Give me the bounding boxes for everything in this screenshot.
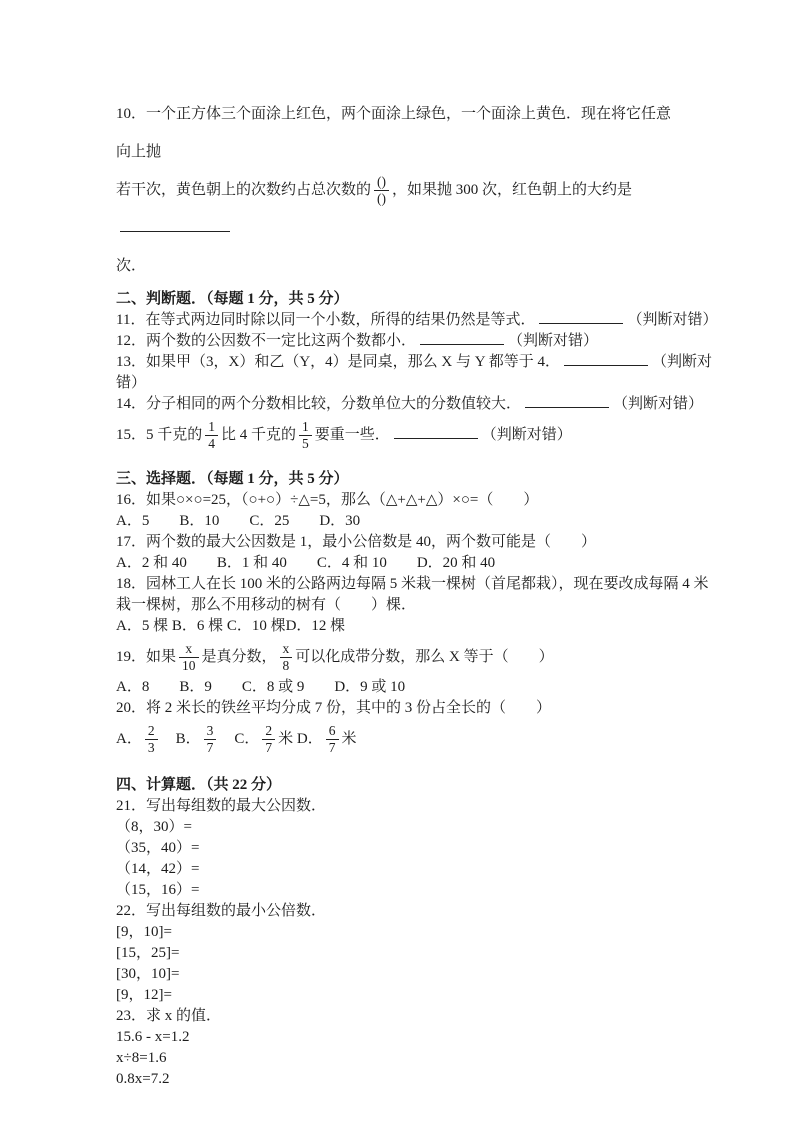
question-21-item [116, 859, 680, 880]
lcm-pair-1: [9，10]= [116, 924, 172, 940]
question-17-options [116, 553, 680, 574]
question-10-text-3: 次． [116, 258, 147, 274]
section-judgement-header: 二、判断题．（每题 1 分，共 5 分） [116, 291, 349, 307]
question-17-options-text: A．2 和 40 B．1 和 40 C．4 和 10 D．20 和 40 [116, 555, 496, 571]
question-19-options [116, 677, 680, 698]
question-20-option-d-unit: 米 [341, 731, 357, 747]
question-11-line [116, 310, 718, 331]
question-19-text-c: 可以化成带分数，那么 X 等于（ ） [295, 649, 554, 665]
section-judgement [116, 289, 718, 455]
question-14-answer-blank [525, 394, 609, 408]
question-18-text-1: 18．园林工人在长 100 米的公路两边每隔 5 米栽一棵树（首尾都栽），现在要改成每隔 4 米 [116, 576, 709, 592]
lcm-pair-3: [30，10]= [116, 966, 180, 982]
question-18-line-1 [116, 574, 709, 595]
question-10-line-1 [116, 95, 680, 171]
question-15-text-b: 比 4 千克的 [221, 427, 297, 443]
question-11-answer-blank [539, 310, 623, 324]
section-choice-header: 三、选择题．（每题 1 分，共 5 分） [116, 471, 349, 487]
question-12-line [116, 331, 680, 352]
question-17-line [116, 532, 680, 553]
question-18-line-2 [116, 595, 680, 616]
question-20-option-d-label: D． [296, 731, 323, 747]
question-21-item [116, 838, 680, 859]
question-23-equation [116, 1027, 680, 1048]
question-21-item [116, 880, 680, 901]
question-22-line [116, 901, 680, 922]
question-13-text: 13．如果甲（3，X）和乙（Y，4）是同桌，那么 X 与 Y 都等于 4． [116, 354, 561, 370]
question-22-item [116, 985, 680, 1006]
question-23-text: 23．求 x 的值． [116, 1008, 222, 1024]
question-13-line-2 [116, 373, 680, 394]
question-21-text: 21．写出每组数的最大公因数． [116, 798, 327, 814]
question-23-equation [116, 1048, 680, 1069]
exam-content [116, 95, 718, 1090]
question-22-text: 22．写出每组数的最小公倍数． [116, 903, 327, 919]
question-18-options-text: A．5 棵 B．6 棵 C．10 棵D．12 棵 [116, 618, 346, 634]
question-20-option-c-unit: 米 [278, 731, 294, 747]
fraction-three-sevenths: $\frac{3}{7}$ [204, 723, 217, 756]
question-21-line [116, 796, 680, 817]
question-11-text: 11．在等式两边同时除以同一个小数，所得的结果仍然是等式． [116, 312, 536, 328]
option-gap [161, 731, 176, 747]
question-22-item [116, 964, 680, 985]
question-19-line [116, 637, 680, 677]
question-23-equation [116, 1069, 680, 1090]
question-20-options [116, 719, 680, 759]
question-19-text-b: 是真分数， [201, 649, 277, 665]
section-choice [116, 469, 709, 759]
question-10-text-2b: ，如果抛 300 次，红色朝上的大约是 [392, 182, 633, 198]
question-14-judge-label: （判断对错） [613, 396, 704, 412]
question-16-options [116, 511, 680, 532]
gcd-pair-4: （15，16）= [116, 882, 200, 898]
question-20-option-b-label: B． [175, 731, 201, 747]
question-22-item [116, 922, 680, 943]
question-16-line [116, 490, 680, 511]
section-calculation [116, 775, 680, 1090]
question-20-text: 20．将 2 米长的铁丝平均分成 7 份，其中的 3 份占全长的（ ） [116, 700, 552, 716]
question-20-line [116, 698, 680, 719]
fraction-six-sevenths: $\frac{6}{7}$ [326, 723, 339, 756]
fraction-x-over-8: $\frac{x}{8}$ [280, 641, 293, 674]
fraction-x-over-10: $\frac{x}{10}$ [179, 641, 199, 674]
equation-2: x÷8=1.6 [116, 1050, 167, 1066]
question-12-judge-label: （判断对错） [508, 333, 599, 349]
question-20-option-a-label: A． [116, 731, 142, 747]
question-15-text-a: 15．5 千克的 [116, 427, 203, 443]
question-10-text-1: 10．一个正方体三个面涂上红色，两个面涂上绿色，一个面涂上黄色．现在将它任意向上抛 [116, 106, 672, 160]
question-15-answer-blank [394, 425, 478, 439]
question-10-line-2 [116, 171, 680, 247]
question-14-text: 14．分子相同的两个分数相比较，分数单位大的分数值较大． [116, 396, 522, 412]
gcd-pair-2: （35，40）= [116, 840, 200, 856]
lcm-pair-2: [15，25]= [116, 945, 180, 961]
fraction-one-fifth: $\frac{1}{5}$ [299, 419, 312, 452]
question-18-options [116, 616, 680, 637]
question-21-item [116, 817, 680, 838]
fraction-two-thirds: $\frac{2}{3}$ [145, 723, 158, 756]
question-13-line-1 [116, 352, 713, 373]
question-12-answer-blank [420, 331, 504, 345]
question-22-item [116, 943, 680, 964]
gcd-pair-3: （14，42）= [116, 861, 200, 877]
question-10-answer-blank [120, 218, 230, 232]
question-11-judge-label: （判断对错） [627, 312, 718, 328]
lcm-pair-4: [9，12]= [116, 987, 172, 1003]
question-15-line [116, 415, 680, 455]
question-10-text-2a: 若干次，黄色朝上的次数约占总次数的 [116, 182, 372, 198]
question-14-line [116, 394, 704, 415]
fraction-blank-parens: $\frac{()}{()}$ [374, 174, 389, 207]
question-17-text: 17．两个数的最大公因数是 1，最小公倍数是 40，两个数可能是（ ） [116, 534, 597, 550]
section-calculation-header: 四、计算题．（共 22 分） [116, 777, 282, 793]
gcd-pair-1: （8，30）= [116, 819, 192, 835]
equation-1: 15.6 - x=1.2 [116, 1029, 190, 1045]
question-15-judge-label: （判断对错） [481, 427, 572, 443]
question-16-options-text: A．5 B．10 C．25 D．30 [116, 513, 361, 529]
equation-3: 0.8x=7.2 [116, 1071, 170, 1087]
question-15-text-c: 要重一些． [314, 427, 390, 443]
question-16-text: 16．如果○×○=25，（○+○）÷△=5，那么（△+△+△）×○=（ ） [116, 492, 539, 508]
question-13-judge-label-part1: （判断对 [652, 354, 713, 370]
question-13-answer-blank [564, 352, 648, 366]
question-23-line [116, 1006, 680, 1027]
question-12-text: 12．两个数的公因数不一定比这两个数都小． [116, 333, 417, 349]
question-19-options-text: A．8 B．9 C．8 或 9 D．9 或 10 [116, 679, 406, 695]
question-13-judge-label-part2: 错） [116, 375, 147, 391]
question-18-text-2: 栽一棵树，那么不用移动的树有（ ）棵． [116, 597, 417, 613]
fraction-one-fourth: $\frac{1}{4}$ [205, 419, 218, 452]
question-20-option-c-label: C． [234, 731, 260, 747]
option-gap [219, 731, 234, 747]
question-10-line-3 [116, 247, 680, 285]
fraction-two-sevenths: $\frac{2}{7}$ [262, 723, 275, 756]
question-19-text-a: 19．如果 [116, 649, 177, 665]
